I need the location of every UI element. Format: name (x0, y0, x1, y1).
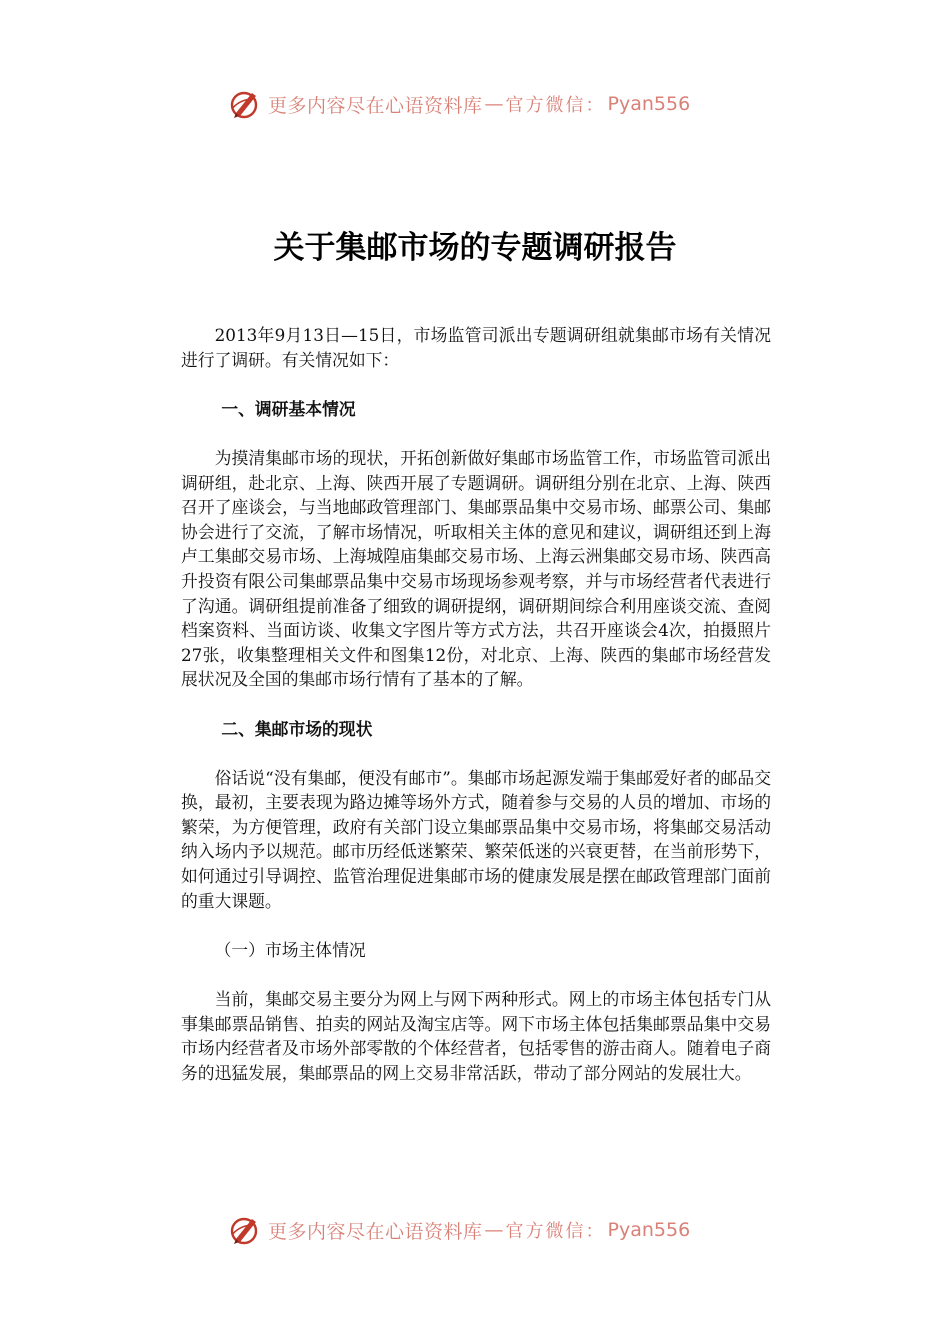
footer-watermark-banner (228, 1212, 748, 1248)
document-title: 关于集邮市场的专题调研报告 (273, 230, 677, 266)
banner-slogan: 更多内容尽在心语资料库 (268, 94, 483, 117)
banner-separator: — (484, 1219, 504, 1241)
banner-account: Pyan556 (607, 1219, 691, 1241)
section-1-paragraph: 为摸清集邮市场的现状，开拓创新做好集邮市场监管工作，市场监管司派出调研组，赴北京、上海、陕西开展了专题调研。调研组分别在北京、上海、陕西召开了座谈会，与当地邮政管理部门、集邮票品集中交易市场、邮票公司、集邮协会进行了交流，了解市场情况，听取相关主体的意见和建议，调研组还到上海卢工集邮交易市场、上海城隍庙集邮交易市场、上海云洲集邮交易市场、陕西高升投资有限公司集邮票品集中交易市场现场参观考察，并与市场经营者代表进行了沟通。调研组提前准备了细致的调研提纲，调研期间综合利用座谈交流、查阅档案资料、当面访谈、收集文字图片等方式方法，共召开座谈会4次，拍摄照片27张，收集整理相关文件和图集12份，对北京、上海、陕西的集邮市场经营发展状况及全国的集邮市场行情有了基本的了解。 (181, 447, 771, 690)
header-watermark-banner (228, 86, 748, 122)
section-2-paragraph: 俗话说“没有集邮，便没有邮市”。集邮市场起源发端于集邮爱好者的邮品交换，最初，主要表现为路边摊等场外方式，随着参与交易的人员的增加、市场的繁荣，为方便管理，政府有关部门设立集邮票品集中交易市场，将集邮交易活动纳入场内予以规范。邮市历经低迷繁荣、繁荣低迷的兴衰更替，在当前形势下，如何通过引导调控、监管治理促进集邮市场的健康发展是摆在邮政管理部门面前的重大课题。 (181, 767, 771, 911)
banner-wechat-label: 官方微信： (505, 1221, 606, 1242)
document-body (181, 323, 771, 1085)
pen-logo-icon (228, 1213, 262, 1247)
intro-paragraph: 2013年9月13日—15日，市场监管司派出专题调研组就集邮市场有关情况进行了调研。有关情况如下： (181, 325, 771, 370)
section-2-heading: 二、集邮市场的现状 (221, 718, 373, 739)
subsection-1-heading: （一）市场主体情况 (214, 939, 366, 960)
pen-logo-icon (228, 87, 262, 121)
banner-account: Pyan556 (607, 93, 691, 115)
subsection-1-paragraph: 当前，集邮交易主要分为网上与网下两种形式。网上的市场主体包括专门从事集邮票品销售、拍卖的网站及淘宝店等。网下市场主体包括集邮票品集中交易市场内经营者及市场外部零散的个体经营者，包括零售的游击商人。随着电子商务的迅猛发展，集邮票品的网上交易非常活跃，带动了部分网站的发展壮大。 (181, 989, 771, 1083)
banner-separator: — (484, 93, 504, 115)
banner-wechat-label: 官方微信： (505, 95, 606, 116)
section-1-heading: 一、调研基本情况 (221, 398, 356, 419)
banner-slogan: 更多内容尽在心语资料库 (268, 1220, 483, 1243)
